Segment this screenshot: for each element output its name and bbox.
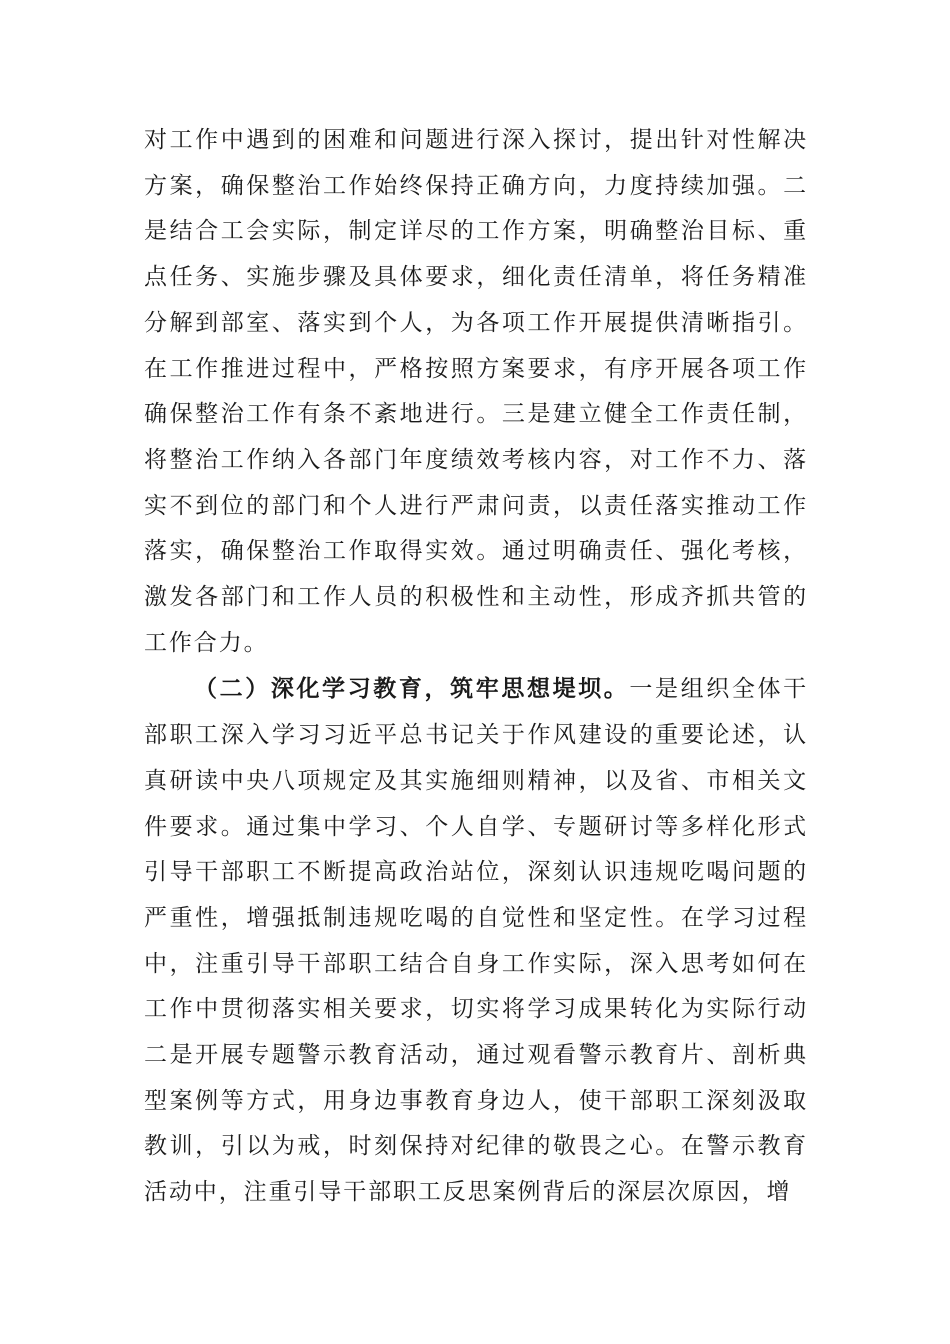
section-paragraph xyxy=(144,666,808,1215)
section-heading: （二）深化学习教育，筑牢思想堤坝。 xyxy=(194,675,630,703)
section-body-text: 一是组织全体干部职工深入学习习近平总书记关于作风建设的重要论述，认真研读中央八项规定及其实施细则精神，以及省、市相关文件要求。通过集中学习、个人自学、专题研讨等多样化形式引导干部职工不断提高政治站位，深刻认识违规吃喝问题的严重性，增强抵制违规吃喝的自觉性和坚定性。在学习过程中，注重引导干部职工结合自身工作实际，深入思考如何在工作中贯彻落实相关要求，切实将学习成果转化为实际行动二是开展专题警示教育活动，通过观看警示教育片、剖析典型案例等方式，用身边事教育身边人，使干部职工深刻汲取教训，引以为戒，时刻保持对纪律的敬畏之心。在警示教育活动中，注重引导干部职工反思案例背后的深层次原因，增 xyxy=(144,676,808,1206)
document-body xyxy=(144,118,808,1216)
paragraph-continuation: 对工作中遇到的困难和问题进行深入探讨，提出针对性解决方案，确保整治工作始终保持正确方向，力度持续加强。二是结合工会实际，制定详尽的工作方案，明确整治目标、重点任务、实施步骤及具体要求，细化责任清单，将任务精准分解到部室、落实到个人，为各项工作开展提供清晰指引。在工作推进过程中，严格按照方案要求，有序开展各项工作确保整治工作有条不紊地进行。三是建立健全工作责任制，将整治工作纳入各部门年度绩效考核内容，对工作不力、落实不到位的部门和个人进行严肃问责，以责任落实推动工作落实，确保整治工作取得实效。通过明确责任、强化考核，激发各部门和工作人员的积极性和主动性，形成齐抓共管的工作合力。 xyxy=(144,127,808,656)
